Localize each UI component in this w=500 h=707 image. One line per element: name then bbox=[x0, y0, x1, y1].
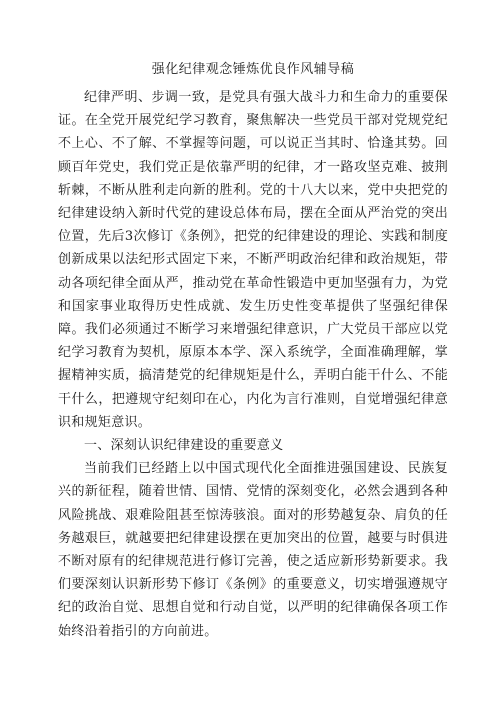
section-1-heading: 一、深刻认识纪律建设的重要意义 bbox=[84, 438, 284, 454]
intro-paragraph: 纪律严明、步调一致，是党具有强大战斗力和生命力的重要保证。在全党开展党纪学习教育，聚焦解决一些党员干部对党规党纪不上心、不了解、不掌握等问题，可以说正当其时、恰逢其势。回顾百年党史，我们党正是依靠严明的纪律，才一路攻坚克难、披荆斩棘，不断从胜利走向新的胜利。党的十八大以来，党中央把党的纪律建设纳入新时代党的建设总体布局，摆在全面从严治党的突出位置，先后3次修订《条例》，把党的纪律建设的理论、实践和制度创新成果以法纪形式固定下来，不断严明政治纪律和政治规矩，带动各项纪律全面从严，推动党在革命性锻造中更加坚强有力，为党和国家事业取得历史性成就、发生历史性变革提供了坚强纪律保障。我们必须通过不断学习来增强纪律意识，广大党员干部应以党纪学习教育为契机，原原本本学、深入系统学，全面准确理解，掌握精神实质，搞清楚党的纪律规矩是什么，弄明白能干什么、不能干什么，把遵规守纪刻印在心，内化为言行准则，自觉增强纪律意识和规矩意识。 bbox=[58, 90, 448, 430]
document-title: 强化纪律观念锤炼优良作风辅导稿 bbox=[151, 62, 355, 77]
section-1-paragraph: 当前我们已经踏上以中国式现代化全面推进强国建设、民族复兴的新征程，随着世情、国情、党情的深刻变化，必然会遇到各种风险挑战、艰难险阻甚至惊涛骇浪。面对的形势越复杂、肩负的任务越艰巨，就越要把纪律建设摆在更加突出的位置，越要与时俱进不断对原有的纪律规范进行修订完善，使之适应新形势新要求。我们要深刻认识新形势下修订《条例》的重要意义，切实增强遵规守纪的政治自觉、思想自觉和行动自觉，以严明的纪律确保各项工作始终沿着指引的方向前进。 bbox=[58, 461, 448, 639]
